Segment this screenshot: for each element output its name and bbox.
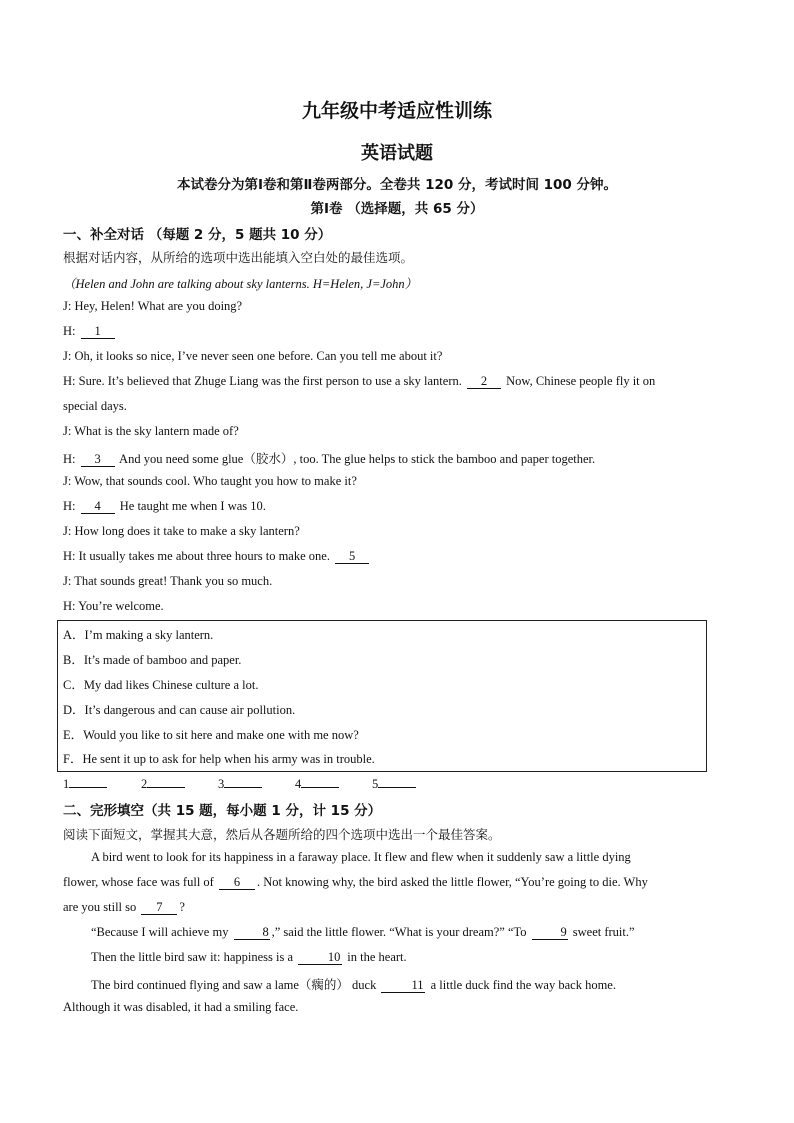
part1-heading: 第Ⅰ卷 （选择题，共 65 分） [310, 201, 484, 217]
dialogue-context: （Helen and John are talking about sky lanterns. H=Helen, J=John） [63, 277, 418, 291]
dialogue-line [63, 324, 733, 339]
blank-2[interactable]: 2 [467, 375, 501, 389]
passage-line [63, 900, 733, 915]
passage-text: ,” said the little flower. “What is your dream?” “To [271, 925, 530, 939]
dialogue-line [63, 449, 733, 467]
passage-line [63, 875, 733, 890]
section1-instruction: 根据对话内容，从所给的选项中选出能填入空白处的最佳选项。 [63, 250, 414, 265]
passage-text: in the heart. [344, 950, 407, 964]
dialogue-text: H: [63, 499, 79, 513]
dialogue-text: He taught me when I was 10. [116, 499, 266, 513]
answer-label: 1 [63, 777, 70, 791]
answer-label: 3 [218, 777, 225, 791]
blank-10[interactable]: 10 [298, 951, 342, 965]
passage-text: a little duck find the way back home. [427, 978, 616, 992]
option-d[interactable]: D．It’s dangerous and can cause air pollution. [63, 703, 296, 717]
passage-text: “Because I will achieve my [91, 925, 232, 939]
answer-line [301, 776, 339, 788]
blank-7[interactable]: 7 [141, 901, 177, 915]
dialogue-line: J: How long does it take to make a sky lantern? [63, 524, 300, 538]
dialogue-line: H: You’re welcome. [63, 599, 164, 613]
passage-line [63, 925, 733, 940]
exam-subtitle: 英语试题 [361, 143, 433, 164]
passage-text: sweet fruit.” [569, 925, 635, 939]
passage-line [63, 950, 733, 965]
blank-9[interactable]: 9 [532, 926, 568, 940]
answer-label: 4 [295, 777, 302, 791]
passage-text: The bird continued flying and saw a lame（瘸的） duck [91, 978, 380, 992]
option-e[interactable]: E．Would you like to sit here and make one with me now? [63, 728, 359, 742]
dialogue-line [63, 549, 733, 564]
passage-text: flower, whose face was full of [63, 875, 217, 889]
dialogue-line: J: Wow, that sounds cool. Who taught you how to make it? [63, 474, 357, 488]
answer-line [378, 776, 416, 788]
blank-5[interactable]: 5 [335, 550, 369, 564]
exam-info: 本试卷分为第Ⅰ卷和第Ⅱ卷两部分。全卷共 120 分，考试时间 100 分钟。 [176, 177, 618, 193]
answer-slot-1[interactable] [63, 776, 107, 792]
answer-label: 5 [372, 777, 379, 791]
option-a[interactable]: A．I’m making a sky lantern. [63, 628, 214, 642]
section1-heading: 一、补全对话 （每题 2 分，5 题共 10 分） [63, 227, 332, 243]
option-b[interactable]: B．It’s made of bamboo and paper. [63, 653, 242, 667]
dialogue-text: And you need some glue（胶水）, too. The glue helps to stick the bamboo and paper together. [116, 452, 596, 466]
exam-title: 九年级中考适应性训练 [301, 100, 492, 122]
blank-8[interactable]: 8 [234, 926, 270, 940]
answer-line [147, 776, 185, 788]
dialogue-text: H: [63, 324, 79, 338]
blank-4[interactable]: 4 [81, 500, 115, 514]
answer-slot-2[interactable] [141, 776, 185, 792]
dialogue-text: H: Sure. It’s believed that Zhuge Liang was the first person to use a sky lantern. [63, 374, 465, 388]
answer-slot-3[interactable] [218, 776, 262, 792]
passage-line [63, 975, 733, 993]
dialogue-line: J: What is the sky lantern made of? [63, 424, 239, 438]
dialogue-text: Now, Chinese people fly it on [502, 374, 656, 388]
answer-line [69, 776, 107, 788]
blank-1[interactable]: 1 [81, 325, 115, 339]
dialogue-line: J: Oh, it looks so nice, I’ve never seen one before. Can you tell me about it? [63, 349, 443, 363]
section2-heading: 二、完形填空（共 15 题，每小题 1 分，计 15 分） [63, 803, 382, 819]
blank-3[interactable]: 3 [81, 453, 115, 467]
passage-text: Then the little bird saw it: happiness is a [91, 950, 297, 964]
section2-instruction: 阅读下面短文，掌握其大意，然后从各题所给的四个选项中选出一个最佳答案。 [63, 827, 501, 842]
option-c[interactable]: C．My dad likes Chinese culture a lot. [63, 678, 259, 692]
dialogue-text: H: [63, 452, 79, 466]
option-f[interactable]: F．He sent it up to ask for help when his army was in trouble. [63, 752, 375, 766]
dialogue-text: H: It usually takes me about three hours to make one. [63, 549, 334, 563]
passage-line: Although it was disabled, it had a smiling face. [63, 1000, 299, 1014]
dialogue-line [63, 499, 733, 514]
dialogue-line: J: That sounds great! Thank you so much. [63, 574, 273, 588]
passage-text: are you still so [63, 900, 140, 914]
answer-slot-5[interactable] [372, 776, 416, 792]
dialogue-line [63, 374, 733, 389]
passage-line: A bird went to look for its happiness in a faraway place. It flew and flew when it suddenly saw a little dying [91, 850, 631, 864]
passage-text: ? [179, 900, 185, 914]
dialogue-line: special days. [63, 399, 127, 413]
answer-label: 2 [141, 777, 148, 791]
passage-text: . Not knowing why, the bird asked the little flower, “You’re going to die. Why [256, 875, 648, 889]
blank-11[interactable]: 11 [381, 979, 425, 993]
blank-6[interactable]: 6 [219, 876, 255, 890]
answer-slot-4[interactable] [295, 776, 339, 792]
answer-line [224, 776, 262, 788]
dialogue-line: J: Hey, Helen! What are you doing? [63, 299, 243, 313]
